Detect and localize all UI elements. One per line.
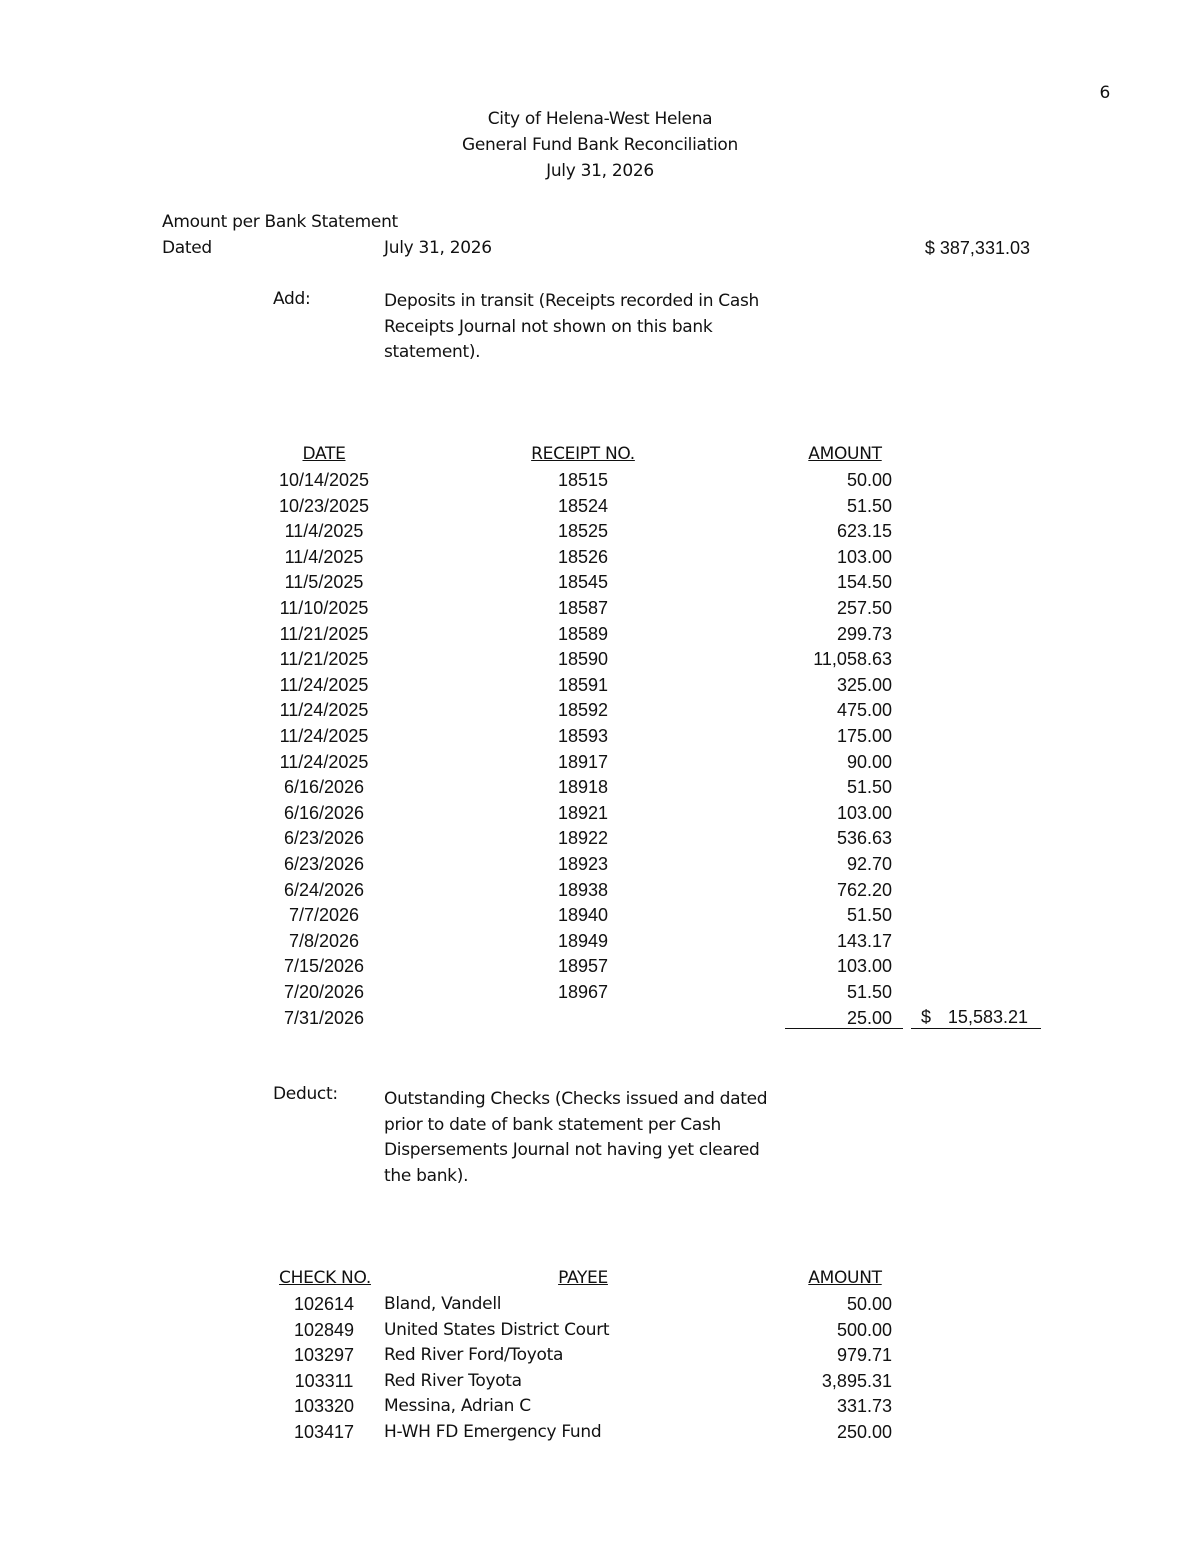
- deposit-row: [0, 851, 1200, 877]
- deposit-receipt-no: 18957: [557, 956, 609, 977]
- check-row: [0, 1317, 1200, 1343]
- dated-value: July 31, 2026: [384, 238, 492, 258]
- deposit-amount: 143.17: [836, 930, 892, 951]
- header-city: City of Helena-West Helena: [487, 109, 713, 129]
- check-payee: Bland, Vandell: [384, 1294, 502, 1314]
- deposit-amount: 325.00: [836, 674, 892, 695]
- deposit-receipt-no: 18525: [557, 521, 609, 542]
- deposit-receipt-no: 18592: [557, 700, 609, 721]
- check-amount: 50.00: [846, 1294, 892, 1314]
- check-number: 103297: [293, 1345, 355, 1366]
- header-title: General Fund Bank Reconciliation: [461, 135, 739, 155]
- deposit-row: [0, 902, 1200, 928]
- deposit-receipt-no: 18938: [557, 879, 609, 900]
- outstanding-checks-description: Outstanding Checks (Checks issued and dated prior to date of bank statement per Cash Dispersements Journal not having yet cleared the bank).: [384, 1089, 768, 1186]
- deposit-receipt-no: 18940: [557, 905, 609, 926]
- check-payee: United States District Court: [384, 1319, 610, 1340]
- deposit-date: 11/21/2025: [279, 649, 369, 670]
- check-row: [0, 1291, 1200, 1317]
- deposit-date: 7/8/2026: [288, 930, 360, 951]
- deposit-date: 7/31/2026: [283, 1007, 365, 1028]
- col-header-date: DATE: [302, 444, 346, 464]
- deposit-row: [0, 800, 1200, 826]
- add-label: Add:: [273, 289, 311, 309]
- deposit-date: 11/24/2025: [279, 700, 369, 721]
- col-header-receipt-no: RECEIPT NO.: [531, 444, 635, 464]
- deposit-date: 11/10/2025: [279, 598, 369, 618]
- deposit-date: 6/16/2026: [283, 802, 365, 823]
- deposit-date: 7/20/2026: [283, 982, 365, 1002]
- deposit-amount: 103.00: [836, 546, 892, 567]
- check-row: [0, 1393, 1200, 1419]
- total-rule: [911, 1028, 1041, 1029]
- deposit-row: [0, 467, 1200, 493]
- deposit-row: [0, 569, 1200, 595]
- deposit-row: [0, 595, 1200, 621]
- deposit-date: 6/23/2026: [283, 854, 365, 874]
- deposit-date: 11/24/2025: [279, 726, 369, 746]
- check-number: 102849: [293, 1319, 355, 1340]
- deposit-row: [0, 518, 1200, 544]
- deposit-receipt-no: 18524: [557, 495, 609, 516]
- check-amount: 250.00: [836, 1422, 892, 1442]
- check-amount: 3,895.31: [821, 1370, 892, 1391]
- check-payee: Red River Ford/Toyota: [384, 1345, 564, 1366]
- check-payee: H-WH FD Emergency Fund: [384, 1422, 602, 1442]
- check-number: 103320: [293, 1396, 355, 1417]
- deposit-amount: 51.50: [846, 495, 892, 516]
- deposit-date: 6/16/2026: [283, 777, 365, 798]
- header-date: July 31, 2026: [546, 161, 654, 181]
- deposit-receipt-no: 18587: [557, 598, 609, 618]
- deposit-amount: 92.70: [846, 854, 892, 874]
- check-amount: 331.73: [836, 1396, 892, 1417]
- deposit-amount: 51.50: [846, 777, 892, 798]
- deposit-receipt-no: 18922: [557, 828, 609, 849]
- deposit-row: [0, 723, 1200, 749]
- deposit-receipt-no: 18515: [557, 470, 609, 490]
- check-payee: Red River Toyota: [384, 1370, 522, 1391]
- deposit-amount: 536.63: [836, 828, 892, 849]
- deposit-receipt-no: 18526: [557, 546, 609, 567]
- deposit-amount: 51.50: [846, 982, 892, 1002]
- deposit-date: 6/23/2026: [283, 828, 365, 849]
- dated-label: Dated: [162, 238, 212, 258]
- deposit-amount: 175.00: [836, 726, 892, 746]
- bank-statement-amount: $ 387,331.03: [924, 238, 1030, 258]
- deposit-amount: 103.00: [836, 802, 892, 823]
- deposit-receipt-no: 18921: [557, 802, 609, 823]
- col-header-check-no: CHECK NO.: [279, 1268, 371, 1288]
- deposit-row: [0, 825, 1200, 851]
- check-payee: Messina, Adrian C: [384, 1396, 531, 1417]
- col-header-amount: AMOUNT: [808, 444, 882, 464]
- deposit-amount: 90.00: [846, 751, 892, 772]
- deposit-amount: 103.00: [836, 956, 892, 977]
- deposit-row: [0, 697, 1200, 723]
- col-header-check-amount: AMOUNT: [808, 1268, 882, 1288]
- deposit-row: [0, 544, 1200, 570]
- deposit-amount: 475.00: [836, 700, 892, 721]
- page-number: 6: [1099, 83, 1110, 103]
- deposit-date: 7/15/2026: [283, 956, 365, 977]
- deposits-total-currency: $: [921, 1007, 932, 1027]
- deposit-amount: 762.20: [836, 879, 892, 900]
- deposit-receipt-no: 18591: [557, 674, 609, 695]
- deposit-row: [0, 646, 1200, 672]
- deposit-amount: 51.50: [846, 905, 892, 926]
- deposit-row: [0, 774, 1200, 800]
- check-number: 103311: [294, 1370, 354, 1391]
- deposits-total: 15,583.21: [947, 1007, 1028, 1027]
- deposit-date: 11/24/2025: [279, 674, 369, 695]
- deposit-date: 7/7/2026: [288, 905, 360, 926]
- deposit-amount: 257.50: [836, 598, 892, 618]
- check-row: [0, 1368, 1200, 1394]
- deposit-row: [0, 979, 1200, 1005]
- check-number: 103417: [293, 1422, 355, 1442]
- deposit-amount: 50.00: [846, 470, 892, 490]
- check-row: [0, 1342, 1200, 1368]
- deposit-date: 11/4/2025: [284, 546, 364, 567]
- subtotal-rule: [785, 1028, 903, 1029]
- deposit-amount: 25.00: [846, 1007, 892, 1028]
- deposit-row: [0, 621, 1200, 647]
- deposits-in-transit-description: Deposits in transit (Receipts recorded in Cash Receipts Journal not shown on this bank statement).: [384, 291, 760, 362]
- deposit-row: [0, 493, 1200, 519]
- deposit-receipt-no: 18918: [557, 777, 609, 798]
- deposit-date: 10/14/2025: [278, 470, 370, 490]
- check-amount: 979.71: [836, 1345, 892, 1366]
- check-row: [0, 1419, 1200, 1445]
- deposit-date: 11/24/2025: [279, 751, 369, 772]
- deposit-receipt-no: 18923: [557, 854, 609, 874]
- deposit-amount: 154.50: [836, 572, 892, 593]
- deposit-row: [0, 953, 1200, 979]
- deposit-receipt-no: 18949: [557, 930, 609, 951]
- check-number: 102614: [293, 1294, 355, 1314]
- deposit-receipt-no: 18590: [557, 649, 609, 670]
- deposit-receipt-no: 18545: [557, 572, 609, 593]
- deposit-row: [0, 749, 1200, 775]
- deposit-row: [0, 672, 1200, 698]
- col-header-payee: PAYEE: [558, 1268, 608, 1288]
- deposit-amount: 623.15: [836, 521, 892, 542]
- deposit-date: 11/4/2025: [284, 521, 364, 542]
- deposit-date: 11/5/2025: [284, 572, 364, 593]
- deposit-receipt-no: 18589: [557, 623, 609, 644]
- deposit-date: 6/24/2026: [283, 879, 365, 900]
- deposit-amount: 11,058.63: [813, 649, 892, 670]
- deduct-label: Deduct:: [273, 1084, 338, 1104]
- deposit-row: [0, 877, 1200, 903]
- deposit-date: 11/21/2025: [279, 623, 369, 644]
- deposit-date: 10/23/2025: [278, 495, 370, 516]
- deposit-receipt-no: 18593: [557, 726, 609, 746]
- deposit-amount: 299.73: [836, 623, 892, 644]
- deposit-row: [0, 928, 1200, 954]
- deposit-receipt-no: 18967: [557, 982, 609, 1002]
- bank-statement-label: Amount per Bank Statement: [162, 212, 398, 232]
- check-amount: 500.00: [836, 1319, 892, 1340]
- deposit-receipt-no: 18917: [557, 751, 609, 772]
